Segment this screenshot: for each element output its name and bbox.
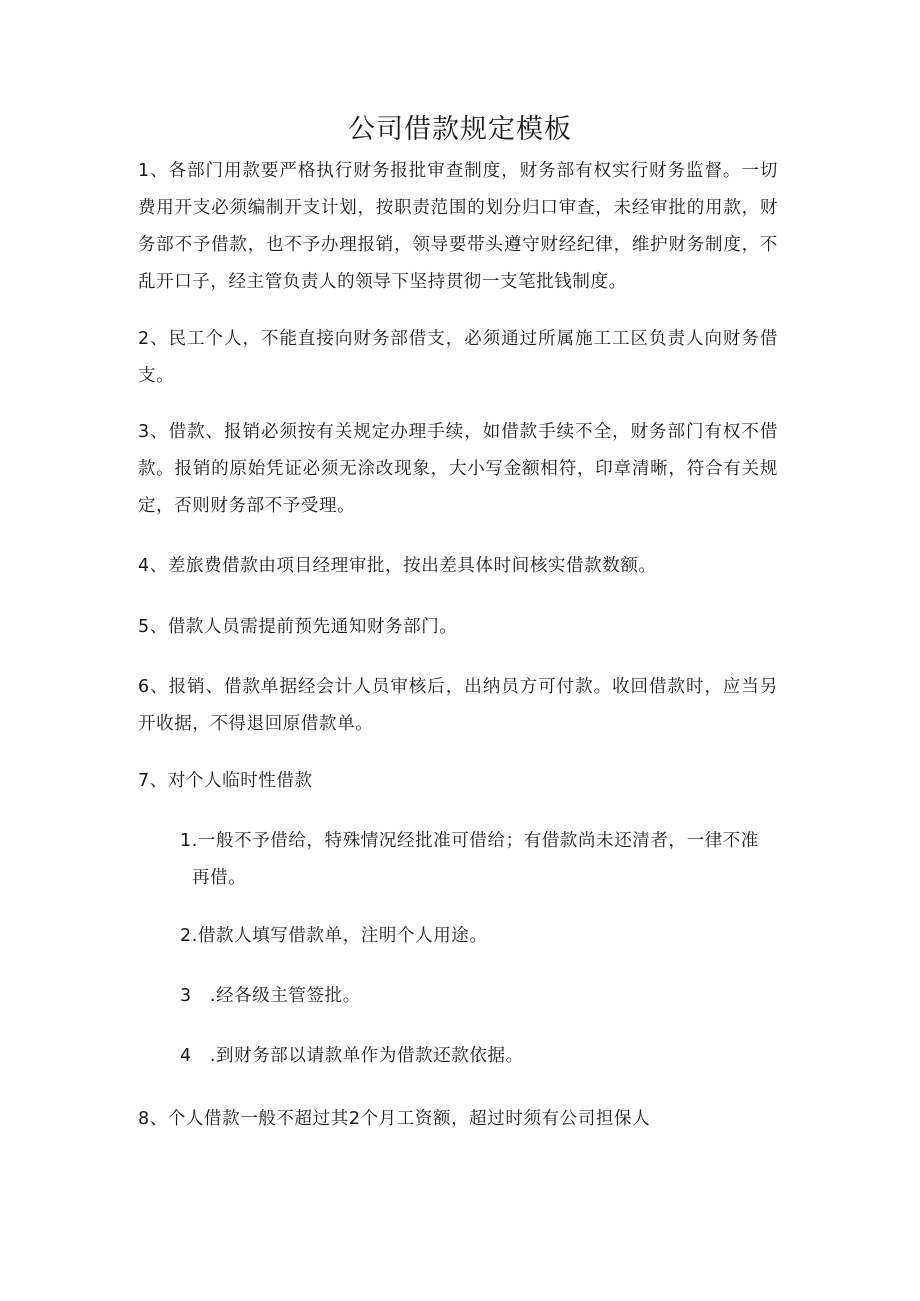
paragraph-1: 1、各部门用款要严格执行财务报批审查制度，财务部有权实行财务监督。一切费用开支必须编制开支计划，按职责范围的划分归口审查，未经审批的用款，财务部不予借款，也不予办理报销，领导要带头遵守财经纪律，维护财务制度，不乱开口子，经主管负责人的领导下坚持贯彻一支笔批钱制度。	[138, 161, 778, 292]
paragraph-3: 3、借款、报销必须按有关规定办理手续，如借款手续不全，财务部门有权不借款。报销的原始凭证必须无涂改现象，大小写金额相符，印章清晰，符合有关规定，否则财务部不予受理。	[138, 422, 778, 516]
document-title: 公司借款规定模板	[348, 114, 572, 145]
sub-item-2: 2.借款人填写借款单，注明个人用途。	[180, 926, 488, 946]
sub-item-4: 4 .到财务部以请款单作为借款还款依据。	[180, 1046, 524, 1066]
paragraph-7: 7、对个人临时性借款	[138, 771, 313, 791]
sub-item-1-line-2: 再借。	[192, 868, 247, 888]
paragraph-4: 4、差旅费借款由项目经理审批，按出差具体时间核实借款数额。	[138, 556, 657, 576]
sub-item-1	[180, 823, 778, 897]
paragraph-8: 8、个人借款一般不超过其2个月工资额，超过时须有公司担保人	[138, 1109, 651, 1129]
paragraph-2: 2、民工个人，不能直接向财务部借支，必须通过所属施工工区负责人向财务借支。	[138, 329, 778, 386]
paragraph-5: 5、借款人员需提前预先通知财务部门。	[138, 617, 458, 637]
sub-item-1-line-1: 1.一般不予借给，特殊情况经批准可借给；有借款尚未还清者，一律不准	[180, 831, 759, 851]
sub-item-3: 3 .经各级主管签批。	[180, 986, 361, 1006]
paragraph-6: 6、报销、借款单据经会计人员审核后，出纳员方可付款。收回借款时，应当另开收据，不得退回原借款单。	[138, 677, 778, 734]
